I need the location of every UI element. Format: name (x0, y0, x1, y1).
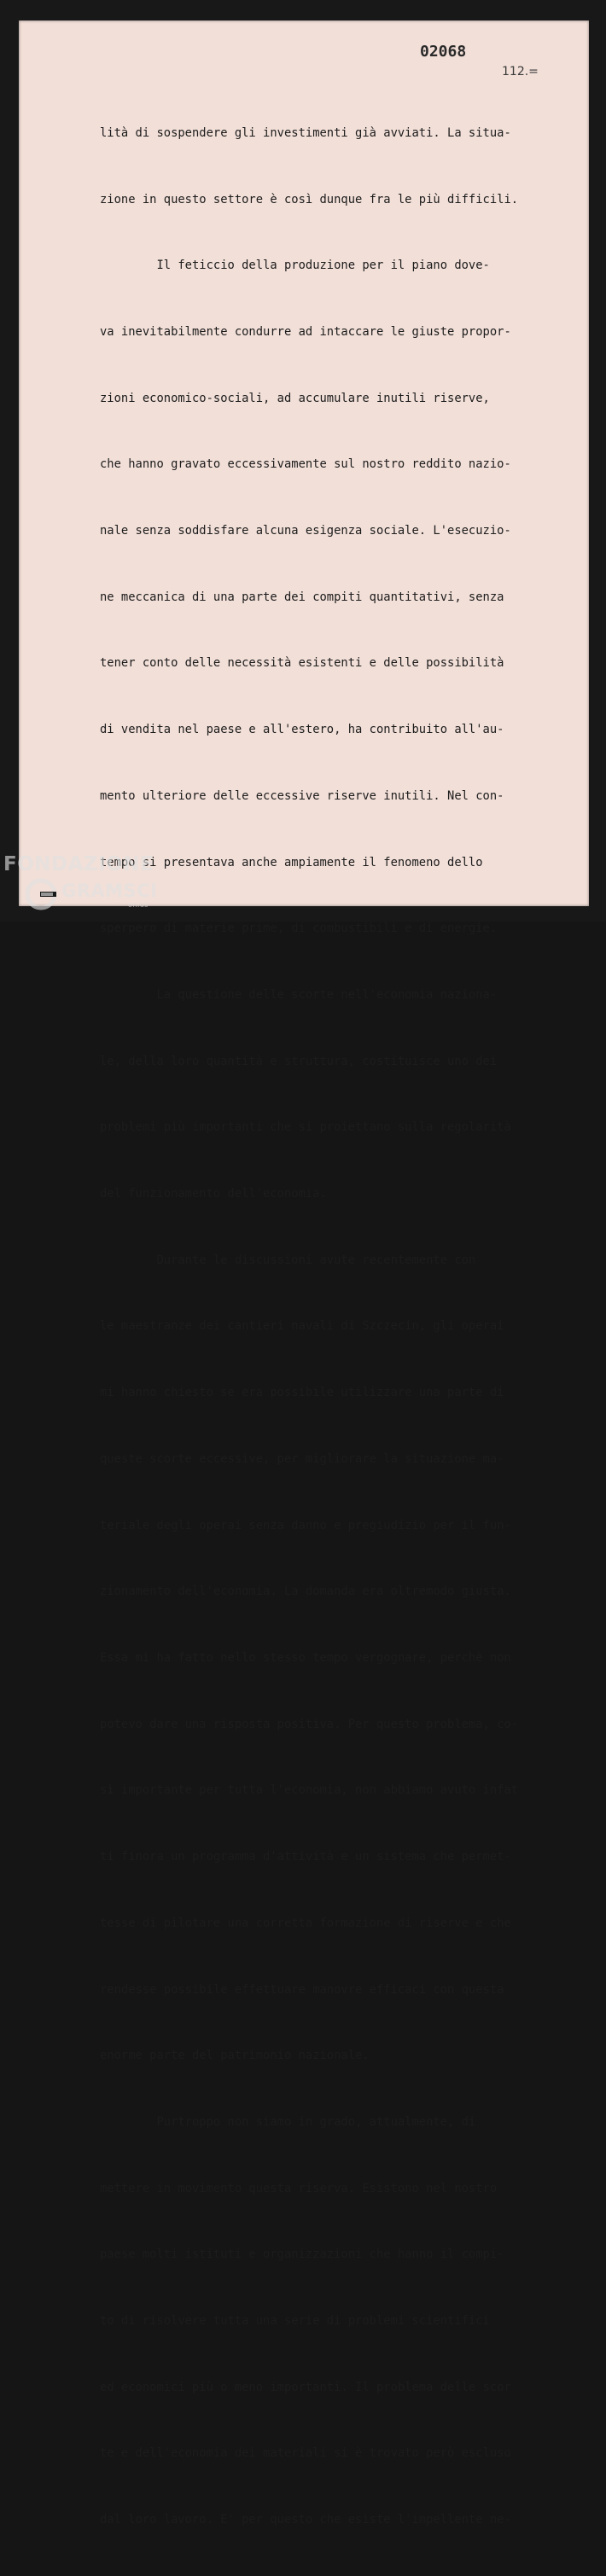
archive-number-stamp: 02068 (420, 43, 467, 61)
text-line: te e dell'economia dei materiali si è trovato però escluso (100, 2446, 511, 2461)
text-line: potevo dare una risposta positiva. Per questo problema, co- (100, 1717, 519, 1731)
watermark-line3: onlus (128, 901, 149, 909)
text-line: zioni economico-sociali, ad accumulare inutili riserve, (100, 391, 490, 405)
text-line: paese molti istituti e organizzazioni che hanno il compi- (100, 2247, 504, 2262)
text-line: nale senza soddisfare alcuna esigenza sociale. L'esecuzio- (100, 524, 511, 538)
text-line: lità di sospendere gli investimenti già avviati. La situa- (100, 125, 511, 140)
gramsci-logo-icon (24, 877, 58, 911)
text-line: enorme parte del patrimonio nazionale. (100, 2049, 370, 2063)
page-number: 112.= (502, 65, 539, 79)
text-line: teriale degli operai senza danno e pregiudizio per il fun- (100, 1518, 511, 1532)
text-line: mento ulteriore delle eccessive riserve inutili. Nel con- (100, 788, 504, 803)
text-line: va inevitabilmente condurre ad intaccare le giuste propor- (100, 324, 511, 339)
text-line: queste scorte eccessive, per migliorare la situazione ma- (100, 1451, 504, 1466)
text-line: di vendita nel paese e all'estero, ha contribuito all'au- (100, 723, 504, 737)
text-line: del funzionamento dell'economia. (100, 1187, 327, 1201)
watermark-line1: FONDAZIONE (3, 853, 154, 875)
text-line: sperpero di materie prime, di combustibili e di energie. (100, 922, 498, 936)
text-line: Durante le discussioni avute recentemente con (100, 1253, 476, 1267)
text-line: dal loro lavoro. E' per questo che esiste l'impellente ne- (100, 2513, 511, 2527)
text-line: ed economici più o meno importanti. Il problema delle scor (100, 2380, 511, 2394)
text-line: zione in questo settore è così dunque fra le più difficili. (100, 192, 519, 206)
text-line: ne meccanica di una parte dei compiti quantitativi, senza (100, 590, 504, 604)
document-body (100, 79, 544, 2576)
text-line: tempo si presentava anche ampiamente il fenomeno dello (100, 855, 483, 869)
text-line: Purtroppo non siamo in grado, attualmente, di (100, 2114, 476, 2129)
text-line: sì importante per tutta l'economia, non abbiamo avuto infat (100, 1783, 519, 1798)
text-line: rendesse possibile effettuare manovre efficaci con questa (100, 1982, 504, 1997)
text-line: le, della loro quantità e struttura, costituisce uno dei (100, 1054, 498, 1068)
text-line: le maestranze dei cantieri navali di Szczecin, gli operai (100, 1319, 504, 1334)
text-line: tener conto delle necessità esistenti e delle possibilità (100, 656, 504, 671)
text-line: che hanno gravato eccessivamente sul nostro reddito nazio- (100, 457, 511, 472)
text-line: zionamento dell'economia. La domanda era oltremodo giusta. (100, 1585, 511, 1599)
watermark-line2: GRAMSCI (61, 881, 158, 901)
text-line: problemi più importanti che si proiettano sulla regolarità (100, 1120, 511, 1135)
text-line: Il feticcio della produzione per il piano dove- (100, 259, 490, 273)
text-line: ti finora un programma d'attività e un sistema che permet- (100, 1850, 511, 1864)
text-line: La questione delle scorte nell'economia naziona- (100, 987, 498, 1002)
text-line: Essa mi ha fatto nello stesso tempo vergognare, perchè non (100, 1650, 511, 1665)
text-line: mi hanno chiesto se era possibile utilizzare una parte di (100, 1386, 504, 1400)
fondazione-gramsci-watermark (3, 853, 157, 918)
text-line: tesse di pilotare una corretta formazione di riserve e che (100, 1916, 511, 1930)
text-line: mettere in movimento questa riserva. Esistono nel nostro (100, 2181, 498, 2195)
text-line: to di risolvere tutta una serie di problemi scientifici (100, 2314, 490, 2329)
